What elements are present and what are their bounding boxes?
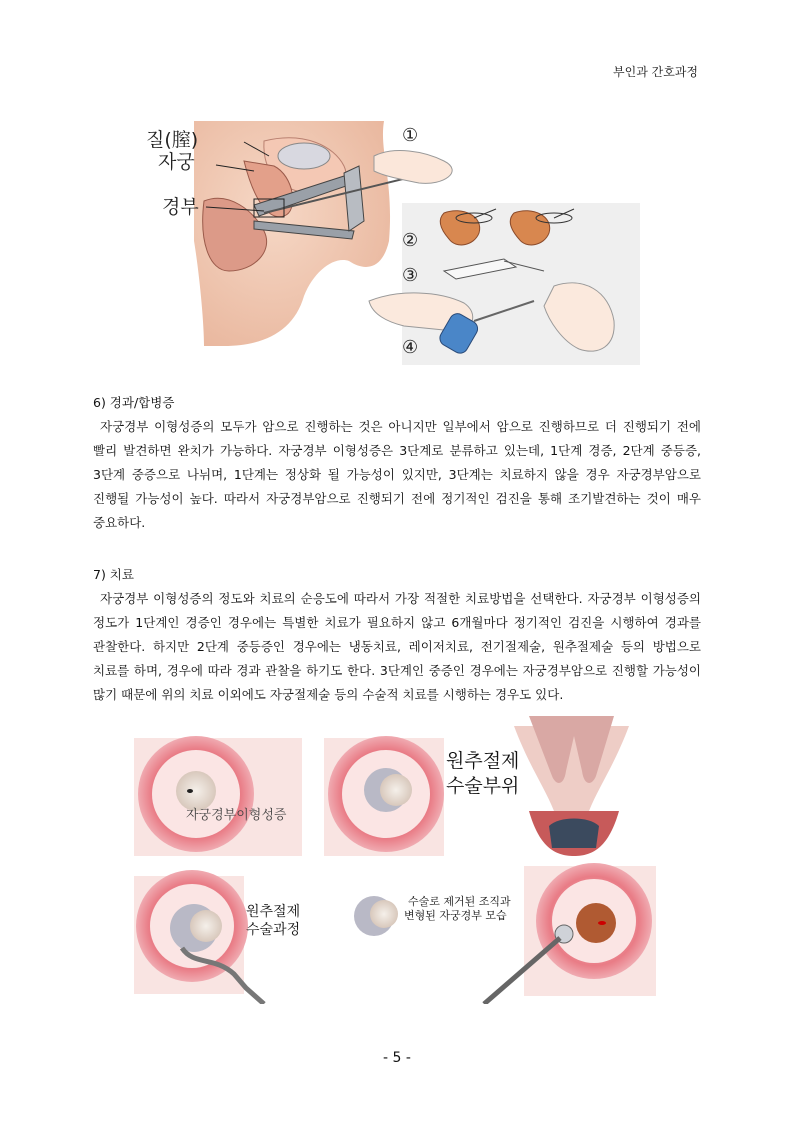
- section-course-complications: [93, 391, 701, 535]
- section-body: 자궁경부 이형성증의 모두가 암으로 진행하는 것은 아니지만 일부에서 암으로 진행하므로 더 진행되기 전에 빨리 발견하면 완치가 가능하다. 자궁경부 이형성증은 3단계로 분류하고 있는데, 1단계 경증, 2단계 중등증, 3단계 중증으로 나뉘며, 1단계는 정상화 될 가능성이 있지만, 3단계는 치료하지 않을 경우 자궁경부암으로 진행될 가능성이 높다. 따라서 자궁경부암으로 진행되기 전에 정기적인 검진을 통해 조기발견하는 것이 매우 중요하다.: [93, 419, 701, 530]
- section-body: 자궁경부 이형성증의 정도와 치료의 순응도에 따라서 가장 적절한 치료방법을 선택한다. 자궁경부 이형성증의 정도가 1단계인 경증인 경우에는 특별한 치료가 필요하지 않고 6개월마다 정기적인 검진을 시행하여 경과를 관찰한다. 하지만 2단계 중등증인 경우에는 냉동치료, 레이저치료, 전기절제술, 원추절제술 등의 방법으로 치료를 하며, 경우에 따라 경과 관찰을 하기도 한다. 3단계인 중증인 경우에는 자궁경부암으로 진행할 가능성이 많기 때문에 위의 치료 이외에도 자궁절제술 등의 수술적 치료를 시행하는 경우도 있다.: [93, 591, 701, 702]
- label-uterus: 자궁: [158, 151, 195, 173]
- step-4-marker: ④: [402, 337, 419, 358]
- pap-smear-illustration: [144, 121, 642, 369]
- section-treatment: [93, 563, 701, 707]
- label-cervix: 경부: [162, 196, 199, 218]
- page-number: - 5 -: [383, 1050, 411, 1066]
- label-dysplasia: 자궁경부이형성증: [186, 808, 287, 823]
- step-2-marker: ②: [402, 230, 419, 251]
- label-process-2: 수술과정: [246, 922, 301, 938]
- label-process-1: 원추절제: [246, 904, 301, 920]
- section-heading: 6) 경과/합병증: [93, 395, 175, 410]
- label-surgery-site-1: 원추절제: [446, 750, 520, 772]
- step-1-marker: ①: [402, 125, 419, 146]
- label-removed-1: 수술로 제거된 조직과: [408, 895, 511, 908]
- label-surgery-site-2: 수술부위: [446, 775, 520, 797]
- step-3-marker: ③: [402, 265, 419, 286]
- label-vagina: 질(膣): [146, 129, 199, 151]
- conization-illustration: [134, 716, 656, 1004]
- running-header: 부인과 간호과정: [613, 65, 698, 79]
- section-heading: 7) 치료: [93, 567, 134, 582]
- label-removed-2: 변형된 자궁경부 모습: [404, 909, 507, 922]
